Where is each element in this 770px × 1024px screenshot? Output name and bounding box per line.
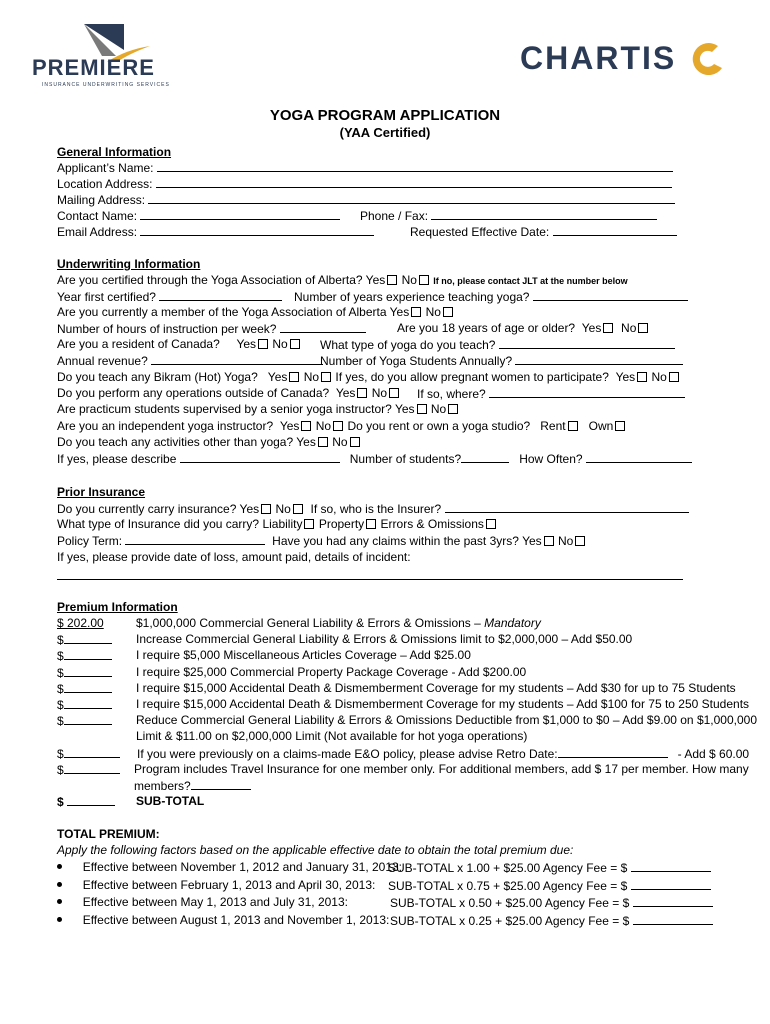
underwriting-heading: Underwriting Information xyxy=(57,257,201,271)
no-label: No xyxy=(303,370,320,384)
premium-item-9b xyxy=(134,778,251,793)
revenue-field[interactable] xyxy=(151,353,323,365)
total-instruction: Apply the following factors based on the applicable effective date to obtain the total premium due: xyxy=(57,843,574,857)
phone-row xyxy=(360,208,657,223)
effective-row xyxy=(410,224,677,239)
yes-label: Yes xyxy=(335,386,356,400)
subtotal-amount[interactable] xyxy=(57,794,115,809)
no-checkbox[interactable] xyxy=(443,307,453,317)
premium-amount-9[interactable] xyxy=(57,762,120,777)
premiere-tagline: INSURANCE UNDERWRITING SERVICES xyxy=(42,82,170,88)
yes-checkbox[interactable] xyxy=(357,388,367,398)
q-practicum-label: Are practicum students supervised by a senior yoga instructor? xyxy=(57,402,392,416)
members-field[interactable] xyxy=(191,778,251,790)
bullet-icon xyxy=(57,917,62,922)
prior-heading: Prior Insurance xyxy=(57,485,146,499)
yes-checkbox[interactable] xyxy=(387,275,397,285)
total-field[interactable] xyxy=(633,913,713,925)
q-member-row xyxy=(57,305,454,319)
no-checkbox[interactable] xyxy=(333,421,343,431)
total-formula: SUB-TOTAL x 0.75 + $25.00 Agency Fee = $ xyxy=(388,879,628,893)
describe-label: If yes, please describe xyxy=(57,452,177,466)
amount-line[interactable] xyxy=(64,648,112,660)
yes-checkbox[interactable] xyxy=(411,307,421,317)
total-row-4 xyxy=(57,913,389,927)
premium-row-1 xyxy=(57,616,112,630)
q-independent-label: Are you an independent yoga instructor? xyxy=(57,419,274,433)
describe-row xyxy=(57,451,692,466)
premium-amount-1: $ 202.00 xyxy=(57,616,104,630)
premium-item-3: I require $5,000 Miscellaneous Articles Coverage – Add $25.00 xyxy=(136,648,471,662)
premiere-logo xyxy=(32,20,182,90)
q-certified-label: Are you certified through the Yoga Association of Alberta? xyxy=(57,273,363,287)
contact-field[interactable] xyxy=(140,208,340,220)
no-checkbox[interactable] xyxy=(669,372,679,382)
how-often-label: How Often? xyxy=(519,452,583,466)
phone-label: Phone / Fax: xyxy=(360,209,429,223)
yes-label: Yes xyxy=(365,273,386,287)
own-checkbox[interactable] xyxy=(615,421,625,431)
yes-label: Yes xyxy=(522,534,542,548)
dollar-sign: $ xyxy=(57,795,64,809)
years-exp-label: Number of years experience teaching yoga? xyxy=(294,290,530,304)
years-exp-field[interactable] xyxy=(533,289,688,301)
q-outside-row xyxy=(57,386,400,400)
rent-label: Rent xyxy=(540,419,566,433)
yes-checkbox[interactable] xyxy=(289,372,299,382)
q-bikram-row xyxy=(57,370,680,384)
amount-line[interactable] xyxy=(64,665,112,677)
no-label: No xyxy=(651,370,667,384)
premium-item-8 xyxy=(137,746,749,761)
page-subtitle: (YAA Certified) xyxy=(339,125,431,140)
mandatory-label: Mandatory xyxy=(484,616,541,630)
contact-row xyxy=(57,208,340,223)
email-field[interactable] xyxy=(140,224,374,236)
revenue-label: Annual revenue? xyxy=(57,354,148,368)
num-students-field[interactable] xyxy=(461,451,509,463)
yes-label: Yes xyxy=(615,370,636,384)
no-checkbox[interactable] xyxy=(389,388,399,398)
q-outside-label: Do you perform any operations outside of Canada? xyxy=(57,386,330,400)
yes-checkbox[interactable] xyxy=(637,372,647,382)
yes-label: Yes xyxy=(236,337,257,351)
premium-item-text: $1,000,000 Commercial General Liability & Errors & Omissions – xyxy=(136,616,481,630)
no-checkbox[interactable] xyxy=(419,275,429,285)
premium-amount-5[interactable] xyxy=(57,681,112,696)
dollar-sign: $ xyxy=(57,763,64,777)
how-often-field[interactable] xyxy=(586,451,692,463)
amount-line[interactable] xyxy=(64,746,120,758)
location-row xyxy=(57,176,672,191)
total-field[interactable] xyxy=(633,895,713,907)
details-field[interactable] xyxy=(57,566,683,580)
liability-checkbox[interactable] xyxy=(304,519,314,529)
dollar-sign: $ xyxy=(57,666,64,680)
no-checkbox[interactable] xyxy=(575,536,585,546)
q-certified-row xyxy=(57,273,628,288)
yes-label: Yes xyxy=(296,435,316,449)
yes-label: Yes xyxy=(581,321,602,335)
q-carry-label: Do you currently carry insurance? xyxy=(57,502,237,516)
yes-label: Yes xyxy=(239,502,260,516)
applicant-row xyxy=(57,160,673,175)
chartis-swoosh-icon xyxy=(688,40,728,80)
chartis-name: CHARTIS xyxy=(520,40,677,76)
applicant-label: Applicant’s Name: xyxy=(57,161,154,175)
yes-checkbox[interactable] xyxy=(417,404,427,414)
property-label: Property xyxy=(318,517,365,531)
premiere-name: PREMIERE xyxy=(32,55,155,80)
email-label: Email Address: xyxy=(57,225,138,239)
yes-checkbox[interactable] xyxy=(603,323,613,333)
premium-amount-8[interactable] xyxy=(57,746,120,761)
retro-label: If you were previously on a claims-made E&O policy, please advise Retro Date: xyxy=(137,747,558,761)
eo-checkbox[interactable] xyxy=(486,519,496,529)
total-formula-1 xyxy=(388,860,711,875)
amount-line[interactable] xyxy=(64,697,112,709)
q-certified-note: If no, please contact JLT at the number below xyxy=(433,276,628,286)
q-claims-label: Have you had any claims within the past 3yrs? xyxy=(272,534,519,548)
q-bikram-label: Do you teach any Bikram (Hot) Yoga? xyxy=(57,370,258,384)
q-ins-type-label: What type of Insurance did you carry? xyxy=(57,517,260,531)
dollar-sign: $ xyxy=(57,633,64,647)
revenue-row xyxy=(57,353,323,368)
premium-amount-3[interactable] xyxy=(57,648,112,663)
no-label: No xyxy=(425,305,441,319)
where-label: If so, where? xyxy=(417,387,486,401)
premium-amount-4[interactable] xyxy=(57,665,112,680)
location-label: Location Address: xyxy=(57,177,153,191)
no-checkbox[interactable] xyxy=(448,404,458,414)
total-field[interactable] xyxy=(631,878,711,890)
phone-field[interactable] xyxy=(431,208,657,220)
no-checkbox[interactable] xyxy=(290,339,300,349)
q-ins-type-row xyxy=(57,517,497,531)
members-label: members? xyxy=(134,779,191,793)
total-formula: SUB-TOTAL x 0.50 + $25.00 Agency Fee = $ xyxy=(390,896,630,910)
premium-amount-7[interactable] xyxy=(57,713,112,728)
liability-label: Liability xyxy=(262,517,303,531)
q-carry-row xyxy=(57,501,689,516)
students-annually-label: Number of Yoga Students Annually? xyxy=(320,354,513,368)
num-students-label: Number of students? xyxy=(349,452,462,466)
no-label: No xyxy=(621,321,637,335)
premium-item-5: I require $15,000 Accidental Death & Dismemberment Coverage for my students – Add $30 for up to 75 Students xyxy=(136,681,736,695)
total-formula-3 xyxy=(390,895,713,910)
q-independent-row xyxy=(57,419,626,433)
yes-checkbox[interactable] xyxy=(261,504,271,514)
no-checkbox[interactable] xyxy=(293,504,303,514)
dollar-sign: $ xyxy=(57,698,64,712)
mailing-label: Mailing Address: xyxy=(57,193,146,207)
q-pregnant-label: If yes, do you allow pregnant women to participate? xyxy=(335,370,609,384)
bullet-icon xyxy=(57,864,62,869)
details-label: If yes, please provide date of loss, amount paid, details of incident: xyxy=(57,550,411,564)
policy-term-row xyxy=(57,533,586,548)
bullet-icon xyxy=(57,899,62,904)
no-checkbox[interactable] xyxy=(321,372,331,382)
eo-label: Errors & Omissions xyxy=(380,517,484,531)
email-row xyxy=(57,224,374,239)
hours-field[interactable] xyxy=(280,321,366,333)
chartis-logo xyxy=(520,38,730,84)
subtotal-label: SUB-TOTAL xyxy=(136,794,205,808)
premium-item-4: I require $25,000 Commercial Property Package Coverage - Add $200.00 xyxy=(136,665,527,679)
total-field[interactable] xyxy=(631,860,711,872)
location-field[interactable] xyxy=(156,176,672,188)
property-checkbox[interactable] xyxy=(366,519,376,529)
premium-item-9: Program includes Travel Insurance for one member only. For additional members, add $ 17 per member. How many xyxy=(134,762,749,776)
where-field[interactable] xyxy=(489,386,685,398)
bullet-icon xyxy=(57,882,62,887)
yes-checkbox[interactable] xyxy=(258,339,268,349)
q-type-field[interactable] xyxy=(499,337,675,349)
total-formula-2 xyxy=(388,878,711,893)
where-row xyxy=(417,386,685,401)
insurer-field[interactable] xyxy=(445,501,689,513)
q-18-row xyxy=(397,321,649,335)
amount-line[interactable] xyxy=(64,681,112,693)
general-heading: General Information xyxy=(57,145,172,159)
amount-line[interactable] xyxy=(64,762,120,774)
yes-label: Yes xyxy=(394,402,415,416)
q-insurer-label: If so, who is the Insurer? xyxy=(310,502,442,516)
yes-label: Yes xyxy=(267,370,288,384)
total-period: Effective between February 1, 2013 and April 30, 2013: xyxy=(82,878,376,892)
total-row-2 xyxy=(57,878,375,892)
premium-amount-6[interactable] xyxy=(57,697,112,712)
q-other-label: Do you teach any activities other than yoga? xyxy=(57,435,294,449)
no-checkbox[interactable] xyxy=(350,437,360,447)
no-label: No xyxy=(401,273,417,287)
total-row-1 xyxy=(57,860,402,874)
total-row-3 xyxy=(57,895,348,909)
mailing-field[interactable] xyxy=(148,192,675,204)
rent-checkbox[interactable] xyxy=(568,421,578,431)
contact-label: Contact Name: xyxy=(57,209,138,223)
total-period: Effective between May 1, 2013 and July 31, 2013: xyxy=(82,895,348,909)
premium-item-6: I require $15,000 Accidental Death & Dismemberment Coverage for my students – Add $100 for 75 to 250 Students xyxy=(136,697,750,711)
year-first-row xyxy=(57,289,282,304)
q-18-label: Are you 18 years of age or older? xyxy=(397,321,576,335)
q-resident-label: Are you a resident of Canada? xyxy=(57,337,220,351)
own-label: Own xyxy=(588,419,614,433)
applicant-field[interactable] xyxy=(157,160,673,172)
hours-row xyxy=(57,321,366,336)
mailing-row xyxy=(57,192,675,207)
premium-item-1 xyxy=(136,616,541,630)
effective-field[interactable] xyxy=(553,224,677,236)
hours-label: Number of hours of instruction per week? xyxy=(57,322,277,336)
dollar-sign: $ xyxy=(57,649,64,663)
premium-item-7b: Limit & $11.00 on $2,000,000 Limit (Not available for hot yoga operations) xyxy=(136,729,528,743)
no-label: No xyxy=(275,502,291,516)
dollar-sign: $ xyxy=(57,682,64,696)
no-label: No xyxy=(371,386,388,400)
dollar-sign: $ xyxy=(57,747,64,761)
total-formula-4 xyxy=(390,913,713,928)
total-formula: SUB-TOTAL x 1.00 + $25.00 Agency Fee = $ xyxy=(388,861,628,875)
premium-item-2: Increase Commercial General Liability & Errors & Omissions limit to $2,000,000 – Add $50.00 xyxy=(136,632,633,646)
policy-term-field[interactable] xyxy=(125,533,265,545)
policy-term-label: Policy Term: xyxy=(57,534,123,548)
amount-line[interactable] xyxy=(64,713,112,725)
total-formula: SUB-TOTAL x 0.25 + $25.00 Agency Fee = $ xyxy=(390,914,630,928)
q-other-row xyxy=(57,435,361,449)
amount-line[interactable] xyxy=(67,794,115,806)
yes-label: Yes xyxy=(389,305,410,319)
q-type-row xyxy=(320,337,675,352)
q-type-label: What type of yoga do you teach? xyxy=(320,338,496,352)
no-label: No xyxy=(315,419,332,433)
yes-checkbox[interactable] xyxy=(318,437,328,447)
premium-item-7: Reduce Commercial General Liability & Errors & Omissions Deductible from $1,000 to $0 – Add $9.00 on $1,000,000 xyxy=(136,713,757,727)
describe-field[interactable] xyxy=(180,451,340,463)
q-member-label: Are you currently a member of the Yoga Association of Alberta xyxy=(57,305,387,319)
q-resident-row xyxy=(57,337,301,351)
no-label: No xyxy=(430,402,447,416)
retro-add-label: - Add $ 60.00 xyxy=(677,747,750,761)
total-period: Effective between November 1, 2012 and January 31, 2013: xyxy=(82,860,403,874)
q-practicum-row xyxy=(57,402,459,416)
no-label: No xyxy=(558,534,574,548)
q-studio-label: Do you rent or own a yoga studio? xyxy=(347,419,531,433)
total-heading: TOTAL PREMIUM: xyxy=(57,827,160,841)
retro-date-field[interactable] xyxy=(558,746,668,758)
no-label: No xyxy=(272,337,288,351)
total-period: Effective between August 1, 2013 and November 1, 2013: xyxy=(82,913,390,927)
years-exp-row xyxy=(294,289,688,304)
no-label: No xyxy=(332,435,348,449)
premium-heading: Premium Information xyxy=(57,600,178,614)
year-first-label: Year first certified? xyxy=(57,290,156,304)
dollar-sign: $ xyxy=(57,714,64,728)
effective-label: Requested Effective Date: xyxy=(410,225,550,239)
amount-line[interactable] xyxy=(64,632,112,644)
yes-checkbox[interactable] xyxy=(301,421,311,431)
page-title: YOGA PROGRAM APPLICATION xyxy=(269,107,501,124)
students-annually-field[interactable] xyxy=(515,353,683,365)
yes-label: Yes xyxy=(279,419,300,433)
year-first-field[interactable] xyxy=(159,289,282,301)
yes-checkbox[interactable] xyxy=(544,536,554,546)
premium-amount-2[interactable] xyxy=(57,632,112,647)
no-checkbox[interactable] xyxy=(638,323,648,333)
students-annually-row xyxy=(320,353,683,368)
